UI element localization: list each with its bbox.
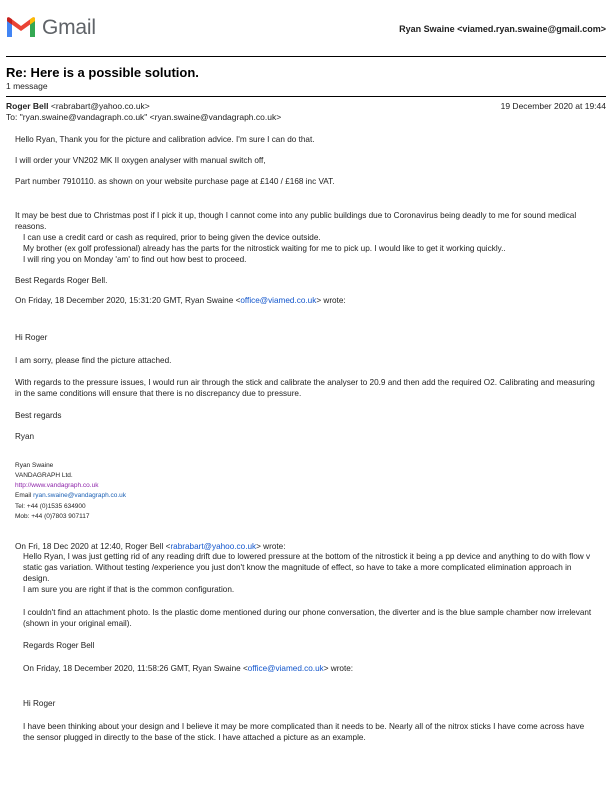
message-count: 1 message — [6, 81, 48, 91]
quote-intro-text: > wrote: — [323, 664, 354, 674]
quote-line: Hi Roger — [15, 333, 48, 343]
quote-line: I am sorry, please find the picture attached. — [15, 356, 172, 366]
body-line: My brother (ex golf professional) already has the parts for the nitrostick waiting for me to pick up. I would like to get it working quickly.. — [23, 243, 506, 253]
to-value[interactable]: "ryan.swaine@vandagraph.co.uk" <ryan.swaine@vandagraph.co.uk> — [19, 112, 282, 123]
quote1-email-link[interactable]: office@viamed.co.uk — [240, 296, 317, 306]
quote-line — [23, 664, 595, 675]
quote-intro-text: On Fri, 18 Dec 2020 at 12:40, Roger Bell < — [15, 541, 171, 551]
body-line: I can use a credit card or cash as required, prior to being given the device outside. — [23, 233, 321, 243]
quote2-intro — [15, 542, 595, 553]
recipient-line — [6, 112, 606, 123]
quote-line: Regards Roger Bell — [23, 641, 95, 651]
quote3-email-link[interactable]: office@viamed.co.uk — [247, 664, 324, 674]
signature — [15, 461, 595, 521]
message-body — [15, 135, 595, 754]
message-date: 19 December 2020 at 19:44 — [500, 101, 606, 111]
sig-company: VANDAGRAPH Ltd. — [15, 472, 73, 480]
sender-name: Roger Bell — [6, 101, 49, 111]
body-line: Part number 7910110. as shown on your website purchase page at £140 / £168 inc VAT. — [15, 176, 335, 186]
app-name: Gmail — [42, 15, 96, 39]
quote-line: Best regards — [15, 410, 62, 420]
gmail-logo[interactable] — [6, 16, 96, 38]
sig-name: Ryan Swaine — [15, 462, 54, 470]
sig-email-line — [15, 491, 595, 501]
quote2 — [23, 552, 595, 743]
body-line: It may be best due to Christmas post if I pick it up, though I cannot come into any public buildings due to Coronavirus being deadly to me for sound medical reasons. — [15, 211, 577, 232]
quote-line: Ryan — [15, 432, 35, 442]
quote-line: I have been thinking about your design and I believe it may be more complicated than it needs to be. Nearly all of the nitrox sticks I have come across have the sensor plugged in directly to the base of the stick. I have attached a picture as an example. — [23, 721, 585, 742]
body-signoff: Best Regards Roger Bell. — [15, 275, 108, 285]
quote-line: Hi Roger — [23, 699, 56, 709]
body-paragraph — [15, 211, 595, 265]
body-line: I will ring you on Monday 'am' to find out how best to proceed. — [23, 254, 247, 264]
quote2-email-link[interactable]: rabrabart@yahoo.co.uk — [170, 541, 257, 551]
quote-line: I am sure you are right if that is the common configuration. — [23, 584, 235, 594]
body-line: I will order your VN202 MK II oxygen analyser with manual switch off, — [15, 155, 266, 165]
quote-intro-text: > wrote: — [316, 296, 346, 306]
quote-line: I couldn't find an attachment photo. Is the plastic dome mentioned during our phone conversation, the diverter and is the blue sample chamber now irrelevant (shown in your original email). — [23, 607, 592, 628]
sig-email-link[interactable]: ryan.swaine@vandagraph.co.uk — [33, 492, 127, 500]
sender-email[interactable]: <rabrabart@yahoo.co.uk> — [50, 101, 150, 111]
body-line: Hello Ryan, Thank you for the picture and calibration advice. I'm sure I can do that. — [15, 135, 315, 144]
subject-divider — [6, 96, 606, 97]
quote-intro-text: On Friday, 18 December 2020, 11:58:26 GMT, Ryan Swaine < — [23, 664, 248, 674]
quote-intro-text: On Friday, 18 December 2020, 15:31:20 GMT, Ryan Swaine < — [15, 296, 241, 306]
sig-mob: Mob: +44 (0)7803 907117 — [15, 512, 90, 520]
quote-line: With regards to the pressure issues, I would run air through the stick and calibrate the analyser to 20.9 and then add the required O2. Calibrating and measuring in the same conditions will ensure that there is no discrepancy due to pressure. — [15, 377, 595, 398]
quote1-intro — [15, 296, 595, 307]
message-meta — [6, 101, 606, 123]
account-label: Ryan Swaine <viamed.ryan.swaine@gmail.com> — [399, 24, 606, 34]
gmail-envelope-icon — [6, 16, 36, 38]
quote-line: Hello Ryan, I was just getting rid of any reading drift due to lowered pressure at the bottom of the nitrostick it being a pp device and anything to do with flow v static gas variation. Without testing /experience you just don't know the magnitude of effect, so have to take a more complicated elimination approach in design. — [23, 552, 591, 584]
page-header — [0, 0, 612, 56]
quote-intro-text: > wrote: — [256, 541, 286, 551]
header-divider — [6, 56, 606, 57]
to-label: To: — [6, 112, 18, 123]
sig-url-link[interactable]: http://www.vandagraph.co.uk — [15, 482, 99, 490]
sig-email-label: Email — [15, 492, 32, 500]
thread-subject: Re: Here is a possible solution. — [6, 65, 199, 80]
sig-tel: Tel: +44 (0)1535 634900 — [15, 502, 86, 510]
quote1 — [15, 333, 595, 521]
